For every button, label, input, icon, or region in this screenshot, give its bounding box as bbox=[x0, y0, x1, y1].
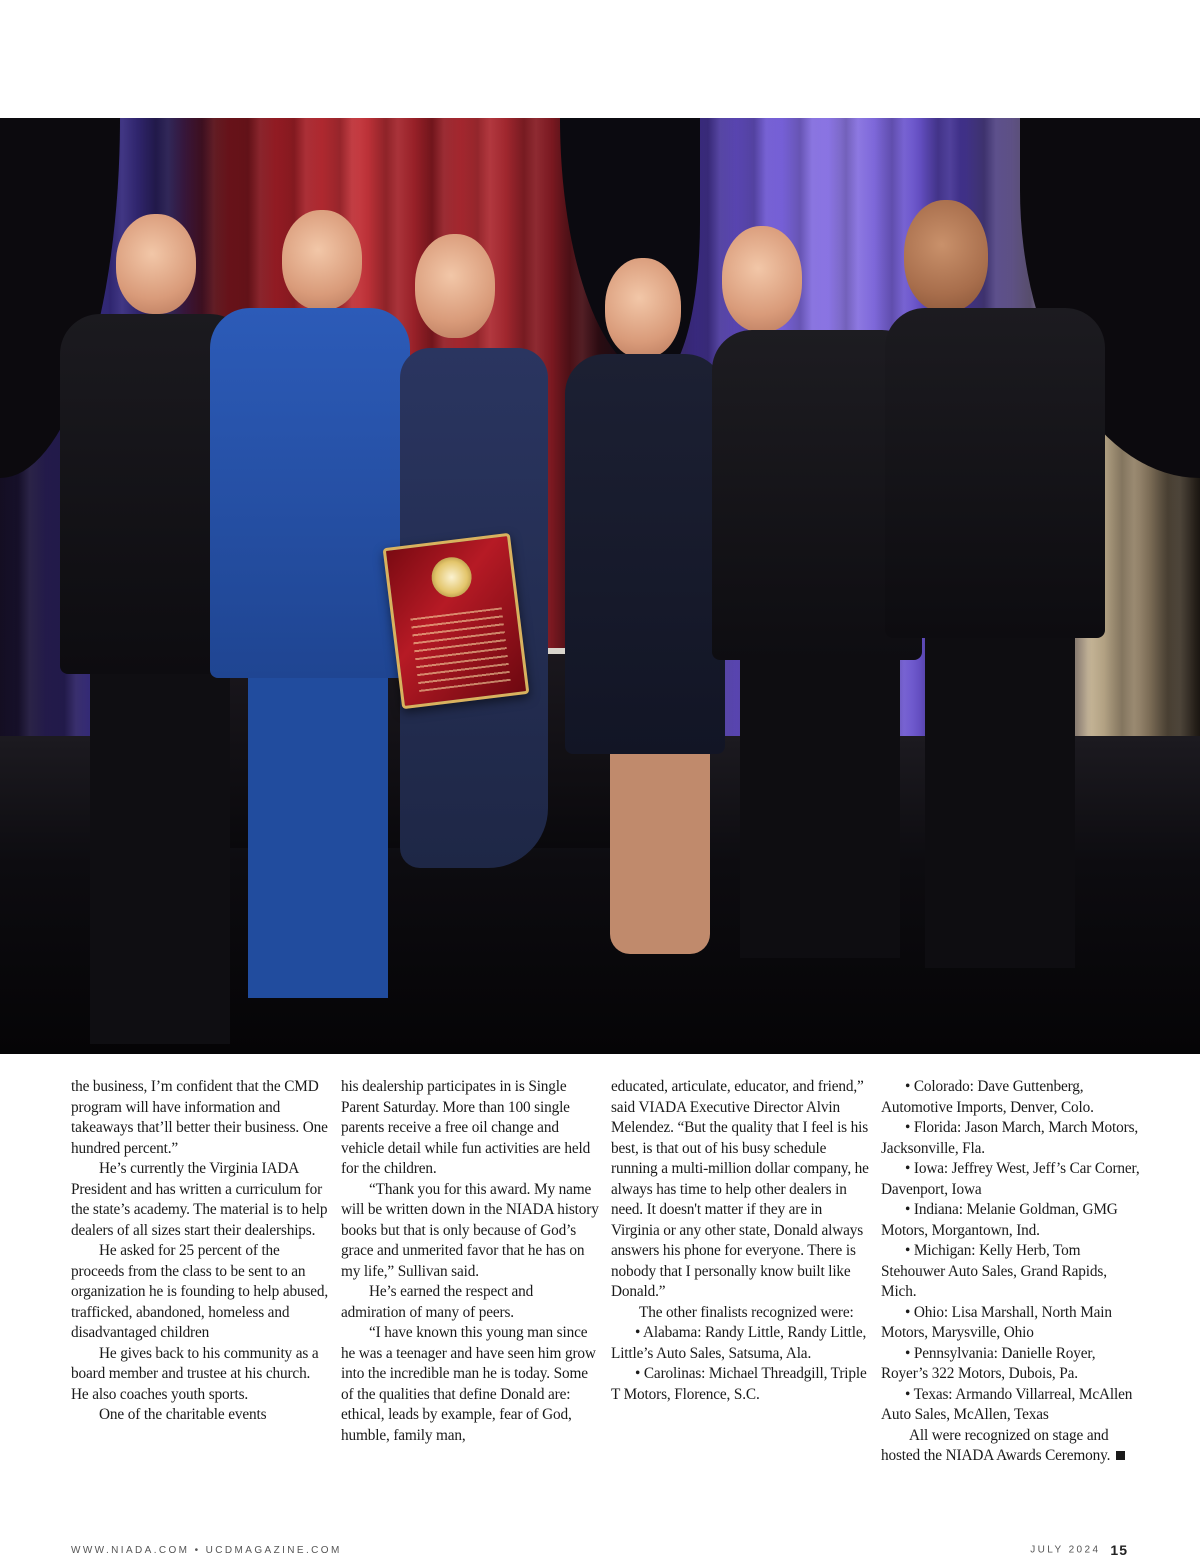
finalist-item: • Pennsylvania: Danielle Royer, Royer’s 322 Motors, Dubois, Pa. bbox=[881, 1344, 1096, 1382]
article-column-1 bbox=[71, 1077, 329, 1426]
plaque-engraving bbox=[410, 607, 510, 692]
end-mark-icon bbox=[1116, 1451, 1125, 1460]
finalist-item: • Iowa: Jeffrey West, Jeff’s Car Corner, Davenport, Iowa bbox=[881, 1160, 1140, 1198]
paragraph: He asked for 25 percent of the proceeds from the class to be sent to an organization he is founding to help abused, trafficked, abandoned, homeless and disadvantaged children bbox=[71, 1242, 329, 1341]
footer-site[interactable]: WWW.NIADA.COM • UCDMAGAZINE.COM bbox=[71, 1545, 342, 1556]
finalist-item: • Indiana: Melanie Goldman, GMG Motors, Morgantown, Ind. bbox=[881, 1201, 1118, 1239]
article-body bbox=[71, 1077, 1140, 1517]
paragraph: He’s currently the Virginia IADA President and has written a curriculum for the state’s academy. The material is to help dealers of all sizes start their dealerships. bbox=[71, 1160, 328, 1239]
finalist-item: • Carolinas: Michael Threadgill, Triple T Motors, Florence, S.C. bbox=[611, 1365, 867, 1403]
closing-paragraph bbox=[881, 1426, 1143, 1467]
paragraph: the business, I’m confident that the CMD program will have information and takeaways that’ll better their business. One hundred percent.” bbox=[71, 1078, 328, 1157]
paragraph: He’s earned the respect and admiration of many of peers. bbox=[341, 1283, 534, 1321]
paragraph: his dealership participates in is Single Parent Saturday. More than 100 single parents receive a free oil change and vehicle detail while fun activities are held for the children. bbox=[341, 1078, 591, 1177]
footer-folio bbox=[1030, 1541, 1128, 1558]
finalist-item: • Alabama: Randy Little, Randy Little, Little’s Auto Sales, Satsuma, Ala. bbox=[611, 1324, 867, 1362]
finalist-item: • Florida: Jason March, March Motors, Jacksonville, Fla. bbox=[881, 1119, 1139, 1157]
article-column-3 bbox=[611, 1077, 869, 1405]
medal-icon bbox=[429, 555, 474, 600]
award-ceremony-photo bbox=[0, 118, 1200, 1054]
paragraph: He gives back to his community as a board member and trustee at his church. He also coaches youth sports. bbox=[71, 1344, 319, 1403]
page-number: 15 bbox=[1110, 1541, 1128, 1558]
finalist-item: • Michigan: Kelly Herb, Tom Stehouwer Auto Sales, Grand Rapids, Mich. bbox=[881, 1242, 1107, 1300]
finalist-item: • Colorado: Dave Guttenberg, Automotive Imports, Denver, Colo. bbox=[881, 1078, 1094, 1116]
paragraph: educated, articulate, educator, and friend,” said VIADA Executive Director Alvin Melendez. “But the quality that I feel is his best, is that out of his busy schedule running a multi-million dollar company, he always has time to help other dealers in need. It doesn't matter if they are in Virginia or any other state, Donald always answers his phone for everyone. There is nobody that I personally know built like Donald.” bbox=[611, 1078, 869, 1300]
article-column-4 bbox=[881, 1077, 1143, 1467]
article-column-2 bbox=[341, 1077, 599, 1446]
finalist-item: • Ohio: Lisa Marshall, North Main Motors, Marysville, Ohio bbox=[881, 1303, 1112, 1341]
paragraph: One of the charitable events bbox=[99, 1406, 267, 1423]
footer-issue-date: JULY 2024 bbox=[1030, 1544, 1101, 1556]
closing-text: All were recognized on stage and hosted the NIADA Awards Ceremony. bbox=[881, 1426, 1111, 1464]
paragraph: “I have known this young man since he was a teenager and have seen him grow into the incredible man he is today. Some of the qualities that define Donald are: ethical, leads by example, fear of God, humble, family man, bbox=[341, 1324, 596, 1444]
paragraph: “Thank you for this award. My name will be written down in the NIADA history books but that is only because of God’s grace and unmerited favor that he has on my life,” Sullivan said. bbox=[341, 1180, 599, 1280]
finalist-item: • Texas: Armando Villarreal, McAllen Auto Sales, McAllen, Texas bbox=[881, 1385, 1133, 1423]
award-plaque bbox=[383, 533, 530, 709]
paragraph: The other finalists recognized were: bbox=[639, 1303, 854, 1321]
